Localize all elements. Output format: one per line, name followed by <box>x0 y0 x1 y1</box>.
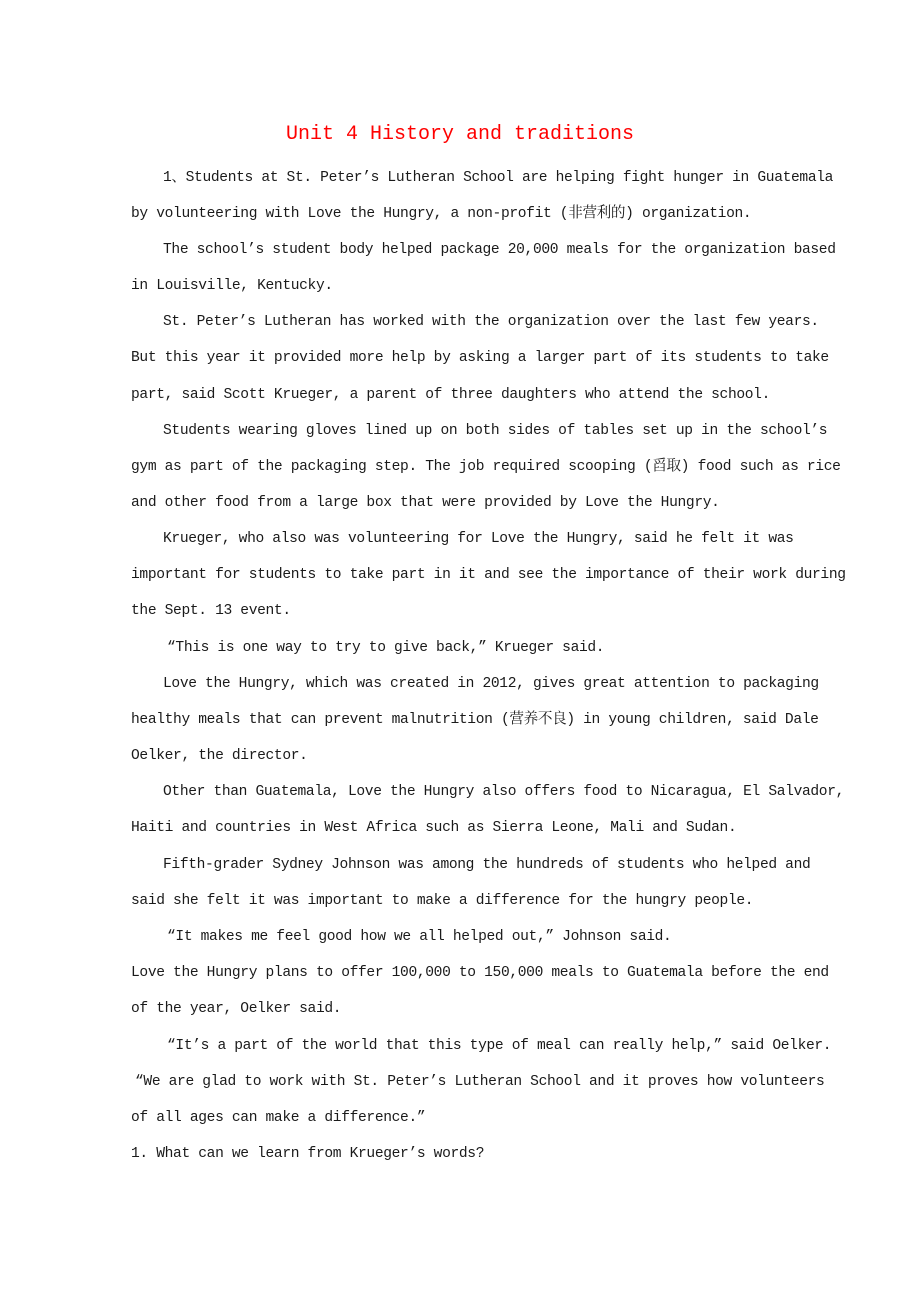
article-line: Haiti and countries in West Africa such as Sierra Leone, Mali and Sudan. <box>131 820 737 836</box>
article-line: Love the Hungry, which was created in 2012, gives great attention to packaging <box>163 676 819 692</box>
article-line: Krueger, who also was volunteering for Love the Hungry, said he felt it was <box>163 531 794 547</box>
article-line: of the year, Oelker said. <box>131 1001 342 1017</box>
article-line: said she felt it was important to make a difference for the hungry people. <box>131 893 754 909</box>
document-title: Unit 4 History and traditions <box>285 123 635 146</box>
article-line: Students wearing gloves lined up on both sides of tables set up in the school’s <box>163 423 828 439</box>
article-line: Fifth-grader Sydney Johnson was among the hundreds of students who helped and <box>163 857 811 873</box>
article-line: of all ages can make a difference.” <box>131 1110 426 1126</box>
article-line: Other than Guatemala, Love the Hungry also offers food to Nicaragua, El Salvador, <box>163 784 845 800</box>
article-line: by volunteering with Love the Hungry, a non-profit (非营利的) organization. <box>131 206 752 222</box>
question-line: 1. What can we learn from Krueger’s words? <box>131 1146 485 1162</box>
article-line: “It’s a part of the world that this type of meal can really help,” said Oelker. <box>167 1038 832 1054</box>
article-line: and other food from a large box that were provided by Love the Hungry. <box>131 495 720 511</box>
article-line: “It makes me feel good how we all helped out,” Johnson said. <box>167 929 672 945</box>
article-line: “We are glad to work with St. Peter’s Lutheran School and it proves how volunteers <box>135 1074 825 1090</box>
article-line: The school’s student body helped package 20,000 meals for the organization based <box>163 242 836 258</box>
article-line: the Sept. 13 event. <box>131 603 291 619</box>
article-line: 1、Students at St. Peter’s Lutheran School are helping fight hunger in Guatemala <box>163 170 834 186</box>
article-line: “This is one way to try to give back,” Krueger said. <box>167 640 605 656</box>
article-line: But this year it provided more help by asking a larger part of its students to take <box>131 350 829 366</box>
article-line: Oelker, the director. <box>131 748 308 764</box>
article-line: part, said Scott Krueger, a parent of three daughters who attend the school. <box>131 387 770 403</box>
article-line: important for students to take part in it and see the importance of their work during <box>131 567 846 583</box>
article-line: gym as part of the packaging step. The job required scooping (舀取) food such as rice <box>131 459 841 475</box>
article-line: in Louisville, Kentucky. <box>131 278 333 294</box>
article-line: healthy meals that can prevent malnutrition (营养不良) in young children, said Dale <box>131 712 819 728</box>
article-line: St. Peter’s Lutheran has worked with the organization over the last few years. <box>163 314 819 330</box>
article-line: Love the Hungry plans to offer 100,000 to 150,000 meals to Guatemala before the end <box>131 965 829 981</box>
